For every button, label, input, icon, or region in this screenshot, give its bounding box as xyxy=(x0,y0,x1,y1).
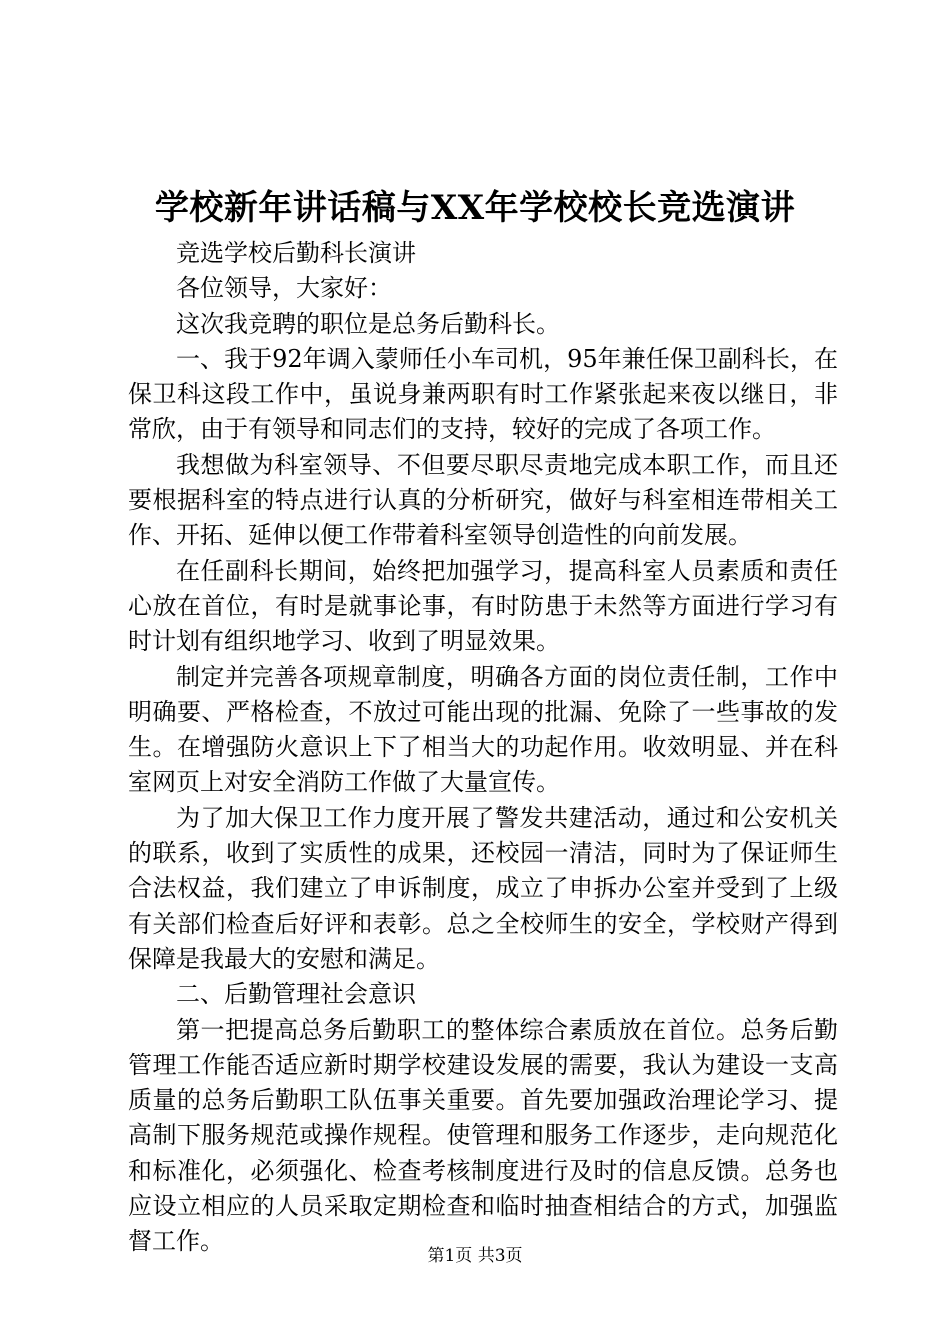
paragraph-greeting: 各位领导，大家好： xyxy=(176,274,392,303)
paragraph-speech-heading: 竞选学校后勤科长演讲 xyxy=(176,239,416,267)
paragraph-quality: 第一把提高总务后勤职工的整体综合素质放在首位。总务后勤管理工作能否适应新时期学校建设发展的需要，我认为建设一支高质量的总务后勤职工队伍事关重要。首先要加强政治理论学习、提高制下服务规范或操作规程。使管理和服务工作逐步，走向规范化和标准化，必须强化、检查考核制度进行及时的信息反馈。总务也应设立相应的人员采取定期检查和临时抽查相结合的方式，加强监督工作。 xyxy=(128,1015,838,1256)
paragraph-position: 这次我竞聘的职位是总务后勤科长。 xyxy=(176,309,560,338)
paragraph-study: 在任副科长期间，始终把加强学习，提高科室人员素质和责任心放在首位，有时是就事论事，有时防患于未然等方面进行学习有时计划有组织地学习、收到了明显效果。 xyxy=(128,556,838,656)
paragraph-regulations: 制定并完善各项规章制度，明确各方面的岗位责任制，工作中明确要、严格检查，不放过可能出现的批漏、免除了一些事故的发生。在增强防火意识上下了相当大的功起作用。收效明显、并在科室网页上对安全消防工作做了大量宣传。 xyxy=(128,662,838,797)
paragraph-section-two: 二、后勤管理社会意识 xyxy=(176,980,416,1009)
paragraph-leadership: 我想做为科室领导、不但要尽职尽责地完成本职工作，而且还要根据科室的特点进行认真的分析研究，做好与科室相连带相关工作、开拓、延伸以便工作带着科室领导创造性的向前发展。 xyxy=(128,450,838,550)
page-number-footer: 第1页 共3页 xyxy=(427,1246,523,1266)
document-body xyxy=(128,236,838,1260)
paragraph-security: 为了加大保卫工作力度开展了警发共建活动，通过和公安机关的联系，收到了实质性的成果，还校园一清洁，同时为了保证师生合法权益，我们建立了申诉制度，成立了申拆办公室并受到了上级有关部们检查后好评和表彰。总之全校师生的安全，学校财产得到保障是我最大的安慰和满足。 xyxy=(128,803,838,973)
paragraph-section-one: 一、我于92年调入蒙师任小车司机，95年兼任保卫副科长，在保卫科这段工作中，虽说身兼两职有时工作紧张起来夜以继日，非常欣，由于有领导和同志们的支持，较好的完成了各项工作。 xyxy=(128,344,838,444)
document-title: 学校新年讲话稿与XX年学校校长竞选演讲 xyxy=(154,188,796,228)
